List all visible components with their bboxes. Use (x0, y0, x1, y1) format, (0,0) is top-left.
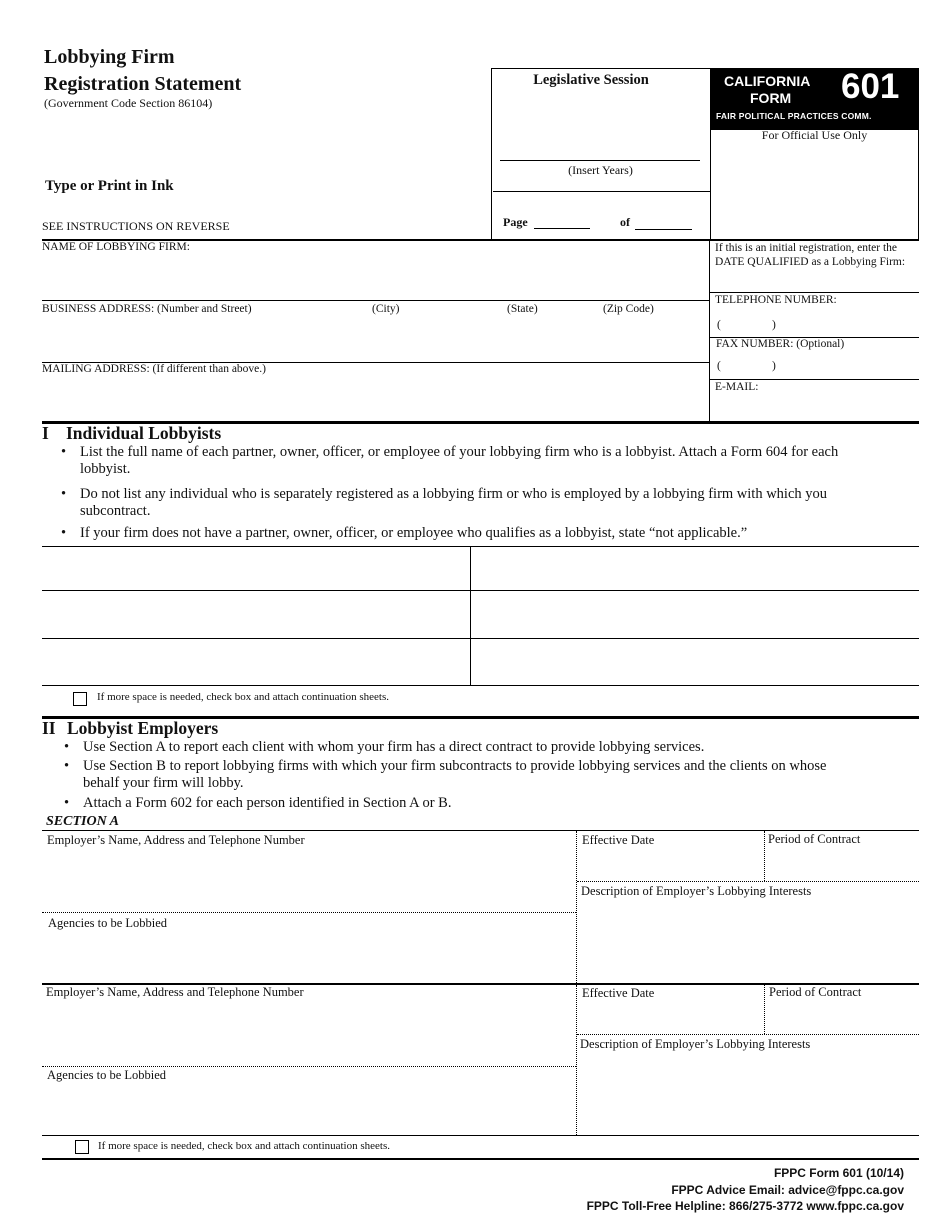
years-underline (500, 160, 700, 161)
page-label: Page (503, 215, 528, 229)
lobbyist-name-input[interactable] (46, 596, 468, 636)
section2-bullet-text: Attach a Form 602 for each person identified in Section A or B. (83, 795, 452, 811)
page-number-underline (534, 228, 590, 229)
lobbyist-grid-top (42, 546, 919, 547)
type-or-print-note: Type or Print in Ink (45, 178, 174, 194)
business-address-input[interactable] (44, 322, 708, 360)
see-instructions-note: SEE INSTRUCTIONS ON REVERSE (42, 219, 230, 233)
period-of-contract-label: Period of Contract (769, 985, 862, 999)
email-input[interactable] (760, 380, 918, 398)
employer-name-input[interactable] (47, 1003, 575, 1063)
business-address-label: BUSINESS ADDRESS: (Number and Street) (42, 303, 252, 315)
section1-continuation-label: If more space is needed, check box and attach continuation sheets. (97, 691, 389, 703)
insert-years-label: (Insert Years) (568, 163, 633, 177)
employer-block1-divider (576, 831, 577, 983)
total-pages-underline (635, 229, 692, 230)
date-qualified-rule (710, 292, 919, 293)
government-code: (Government Code Section 86104) (44, 96, 213, 110)
lobbyist-grid-divider (470, 547, 471, 685)
date-qualified-label-line2: DATE QUALIFIED as a Lobbying Firm: (715, 256, 906, 268)
telephone-paren-open: ( (717, 319, 721, 331)
total-pages-input[interactable] (637, 212, 695, 230)
badge-commission: FAIR POLITICAL PRACTICES COMM. (716, 111, 872, 121)
telephone-label: TELEPHONE NUMBER: (715, 294, 837, 306)
legislative-session-years-input[interactable] (502, 120, 702, 158)
employer-block1-date-divider (764, 831, 765, 881)
effective-date-input[interactable] (582, 1004, 764, 1032)
employer-block2-date-rule (577, 1034, 919, 1035)
of-label: of (620, 215, 630, 229)
official-use-label: For Official Use Only (761, 128, 868, 142)
lobbyist-name-input[interactable] (46, 644, 468, 683)
period-of-contract-input[interactable] (769, 1004, 919, 1032)
firm-name-rule (42, 300, 709, 301)
section1-bullet (61, 525, 891, 543)
employer-name-input[interactable] (47, 850, 575, 910)
badge-form-number: 601 (841, 67, 900, 106)
bullet-icon: • (61, 486, 67, 502)
firm-name-input[interactable] (44, 260, 708, 298)
state-label: (State) (507, 303, 538, 315)
form-title-line2: Registration Statement (44, 73, 242, 95)
legislative-session-title: Legislative Session (533, 72, 649, 88)
lobbying-interests-input[interactable] (582, 1055, 919, 1133)
fax-paren-open: ( (717, 360, 721, 372)
form-badge (710, 68, 919, 130)
session-divider (493, 191, 710, 192)
effective-date-label: Effective Date (582, 833, 655, 847)
lobbying-interests-input[interactable] (582, 902, 919, 980)
lobbying-interests-label: Description of Employer’s Lobbying Interests (581, 884, 812, 898)
fax-paren-close: ) (772, 360, 776, 372)
firm-name-label: NAME OF LOBBYING FIRM: (42, 241, 190, 253)
lobbyist-name-input[interactable] (476, 596, 918, 636)
lobbyist-grid-bottom (42, 685, 919, 686)
agencies-input[interactable] (47, 1086, 575, 1133)
section2-continuation-label: If more space is needed, check box and attach continuation sheets. (98, 1140, 390, 1152)
form-title-line1: Lobbying Firm (44, 46, 175, 68)
lobbying-interests-label: Description of Employer’s Lobbying Interests (580, 1037, 811, 1051)
lobbyist-name-input[interactable] (476, 644, 918, 683)
badge-form: FORM (750, 90, 792, 106)
mailing-address-input[interactable] (44, 382, 708, 420)
email-input-continued[interactable] (715, 398, 919, 420)
agencies-input[interactable] (47, 934, 575, 980)
section1-bullet-text: Do not list any individual who is separately registered as a lobbying firm or who is employed by a lobbying firm with which you subcontract. (80, 486, 828, 519)
employer-name-label: Employer’s Name, Address and Telephone Number (47, 833, 305, 847)
lobbyist-name-input[interactable] (46, 552, 468, 588)
bullet-icon: • (64, 739, 70, 755)
period-of-contract-label: Period of Contract (768, 832, 861, 846)
badge-california: CALIFORNIA (724, 73, 811, 89)
fax-label: FAX NUMBER: (Optional) (716, 338, 845, 350)
effective-date-label: Effective Date (582, 986, 655, 1000)
bullet-icon: • (64, 758, 70, 774)
date-qualified-label-line1: If this is an initial registration, enter the (715, 242, 898, 254)
section2-title: Lobbyist Employers (67, 718, 219, 738)
section2-continuation-checkbox[interactable] (75, 1140, 89, 1154)
employer-block2-agency-rule (42, 1066, 576, 1067)
city-label: (City) (372, 303, 400, 315)
zip-code-label: (Zip Code) (603, 303, 654, 315)
section-a-title: SECTION A (46, 814, 120, 829)
agencies-label: Agencies to be Lobbied (48, 916, 168, 930)
employer-block2-bottom (42, 1135, 919, 1136)
bullet-icon: • (61, 525, 67, 541)
firm-info-right-divider (709, 240, 710, 422)
section2-bottom-rule (42, 1158, 919, 1160)
section1-bullet-text: If your firm does not have a partner, owner, officer, or employee who qualifies as a lobbyist, state “not applicable.” (80, 525, 748, 541)
section2-numeral: II (42, 718, 56, 738)
effective-date-input[interactable] (582, 851, 764, 879)
telephone-input[interactable] (782, 316, 918, 336)
bullet-icon: • (64, 795, 70, 811)
footer-helpline: FPPC Toll-Free Helpline: 866/275-3772 www.fppc.ca.gov (586, 1199, 904, 1213)
section1-numeral: I (42, 423, 49, 443)
email-label: E-MAIL: (715, 381, 759, 393)
section2-bullet (64, 795, 884, 813)
bullet-icon: • (61, 444, 67, 460)
lobbyist-grid-row-rule (42, 638, 919, 639)
mailing-address-label: MAILING ADDRESS: (If different than above.) (42, 363, 266, 375)
footer-form-id: FPPC Form 601 (10/14) (773, 1166, 904, 1180)
fax-input[interactable] (782, 357, 918, 377)
lobbyist-name-input[interactable] (476, 552, 918, 588)
section1-continuation-checkbox[interactable] (73, 692, 87, 706)
section2-bullet (64, 739, 884, 757)
section1-bullet (61, 486, 891, 522)
agencies-label: Agencies to be Lobbied (47, 1068, 167, 1082)
section2-bullet (64, 758, 854, 794)
employer-block2-date-divider (764, 985, 765, 1034)
employer-name-label: Employer’s Name, Address and Telephone Number (46, 985, 304, 999)
footer-advice-email: FPPC Advice Email: advice@fppc.ca.gov (671, 1183, 904, 1197)
employer-block2-divider (576, 985, 577, 1135)
section1-title: Individual Lobbyists (66, 423, 222, 443)
section1-bullet-text: List the full name of each partner, owner, officer, or employee of your lobbying firm who is a lobbyist. Attach a Form 604 for each lobbyist. (80, 444, 839, 477)
section2-bullet-text: Use Section B to report lobbying firms with which your firm subcontracts to provide lobbying services and the clients on whose behalf your firm will lobby. (83, 758, 827, 791)
employer-block1-top (42, 830, 919, 831)
official-use-box (710, 130, 919, 240)
telephone-paren-close: ) (772, 319, 776, 331)
lobbyist-grid-row-rule (42, 590, 919, 591)
section2-bullet-text: Use Section A to report each client with whom your firm has a direct contract to provide lobbying services. (83, 739, 705, 755)
employer-block1-agency-rule (42, 912, 576, 913)
section1-bullet (61, 444, 881, 480)
date-qualified-input[interactable] (715, 271, 919, 291)
period-of-contract-input[interactable] (769, 851, 919, 879)
employer-block1-date-rule (577, 881, 919, 882)
